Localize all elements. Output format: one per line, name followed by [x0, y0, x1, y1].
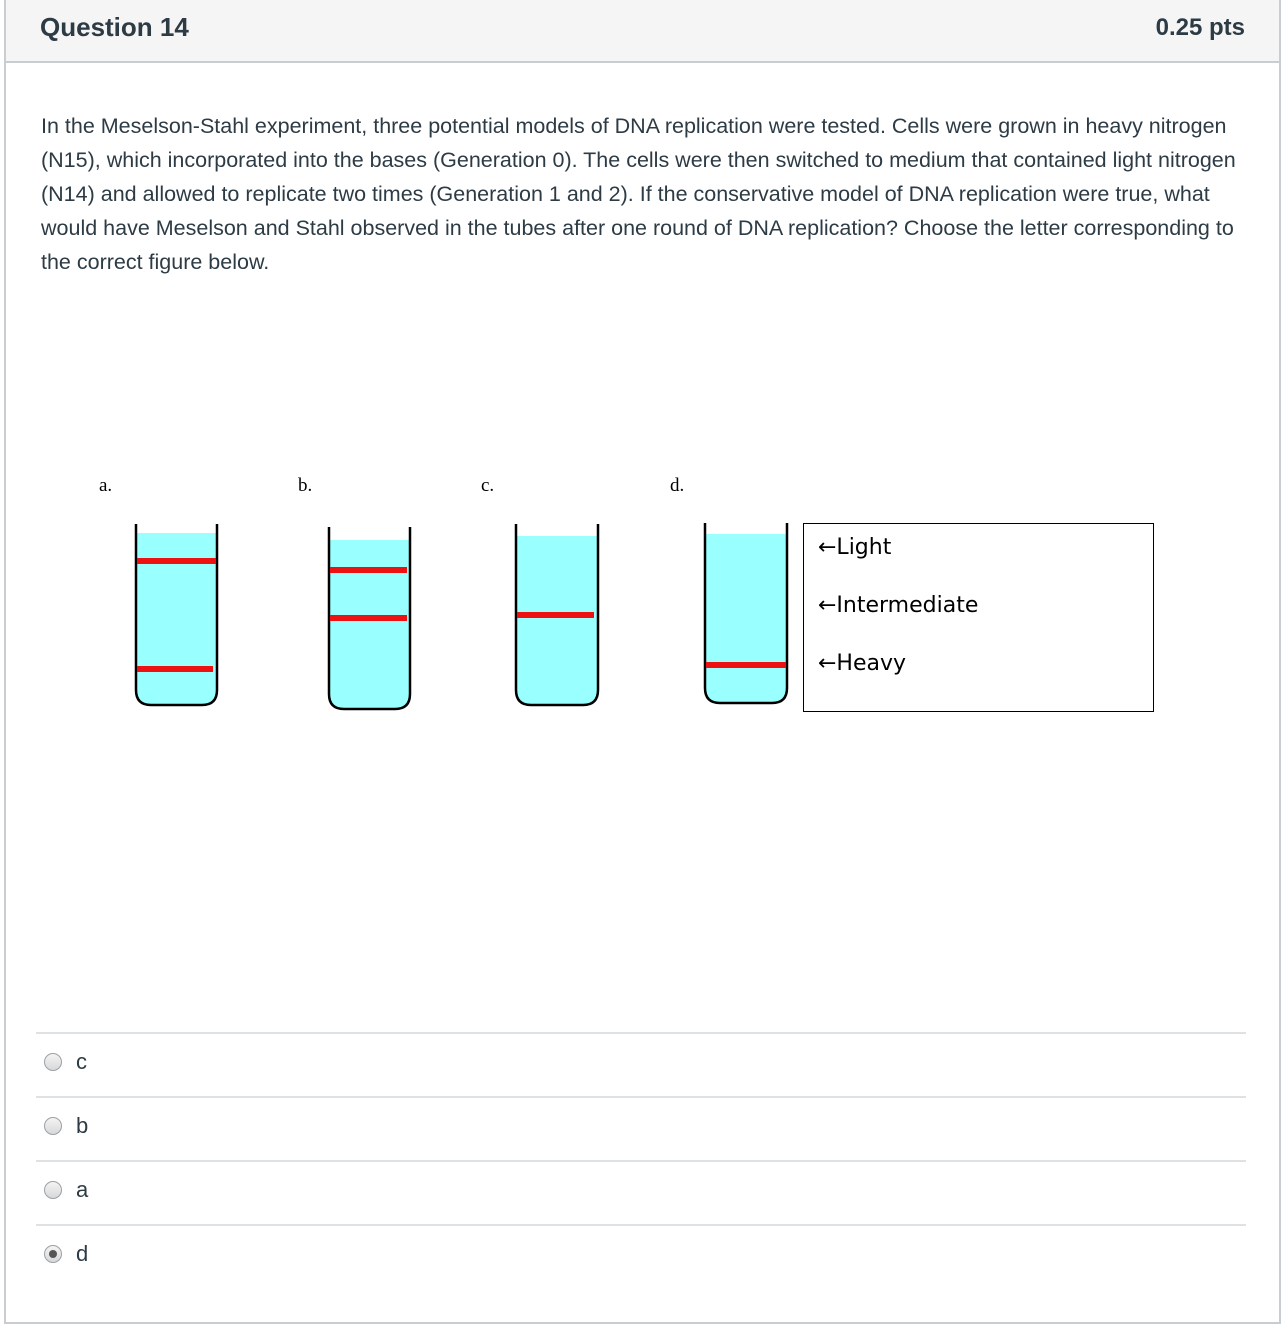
answer-label-c[interactable]: c — [76, 1049, 87, 1074]
radio-c[interactable] — [44, 1053, 62, 1071]
question-text: In the Meselson-Stahl experiment, three potential models of DNA replication were tested. Cells were grown in heavy nitrogen (N15), which incorporated into the bases (Generation 0). The cells were then switched to medium that contained light nitrogen (N14) and allowed to replicate two times (Generation 1 and 2). If the conservative model of DNA replication were true, what would have Meselson and Stahl observed in the tubes after one round of DNA replication? Choose the letter corresponding to the correct figure below. — [41, 114, 1236, 274]
answer-list — [36, 1032, 1246, 1288]
legend-light: ←Light — [818, 535, 892, 560]
question-title: Question 14 — [40, 12, 189, 42]
radio-b[interactable] — [44, 1117, 62, 1135]
answer-option-d[interactable] — [36, 1224, 1246, 1288]
legend-intermediate: ←Intermediate — [818, 593, 979, 618]
tube-label-c: c. — [481, 475, 495, 496]
answer-option-c[interactable] — [36, 1032, 1246, 1096]
answer-label-a[interactable]: a — [76, 1177, 89, 1202]
answer-label-d[interactable]: d — [76, 1241, 89, 1266]
tube-label-b: b. — [298, 475, 313, 496]
tube-label-d: d. — [670, 475, 685, 496]
radio-a[interactable] — [44, 1181, 62, 1199]
radio-d[interactable] — [44, 1245, 62, 1263]
legend-heavy: ←Heavy — [818, 651, 907, 676]
answer-option-a[interactable] — [36, 1160, 1246, 1224]
answer-option-b[interactable] — [36, 1096, 1246, 1160]
question-header — [6, 0, 1279, 63]
question-points: 0.25 pts — [1155, 14, 1245, 41]
tube-label-a: a. — [99, 475, 113, 496]
answer-label-b[interactable]: b — [76, 1113, 89, 1138]
